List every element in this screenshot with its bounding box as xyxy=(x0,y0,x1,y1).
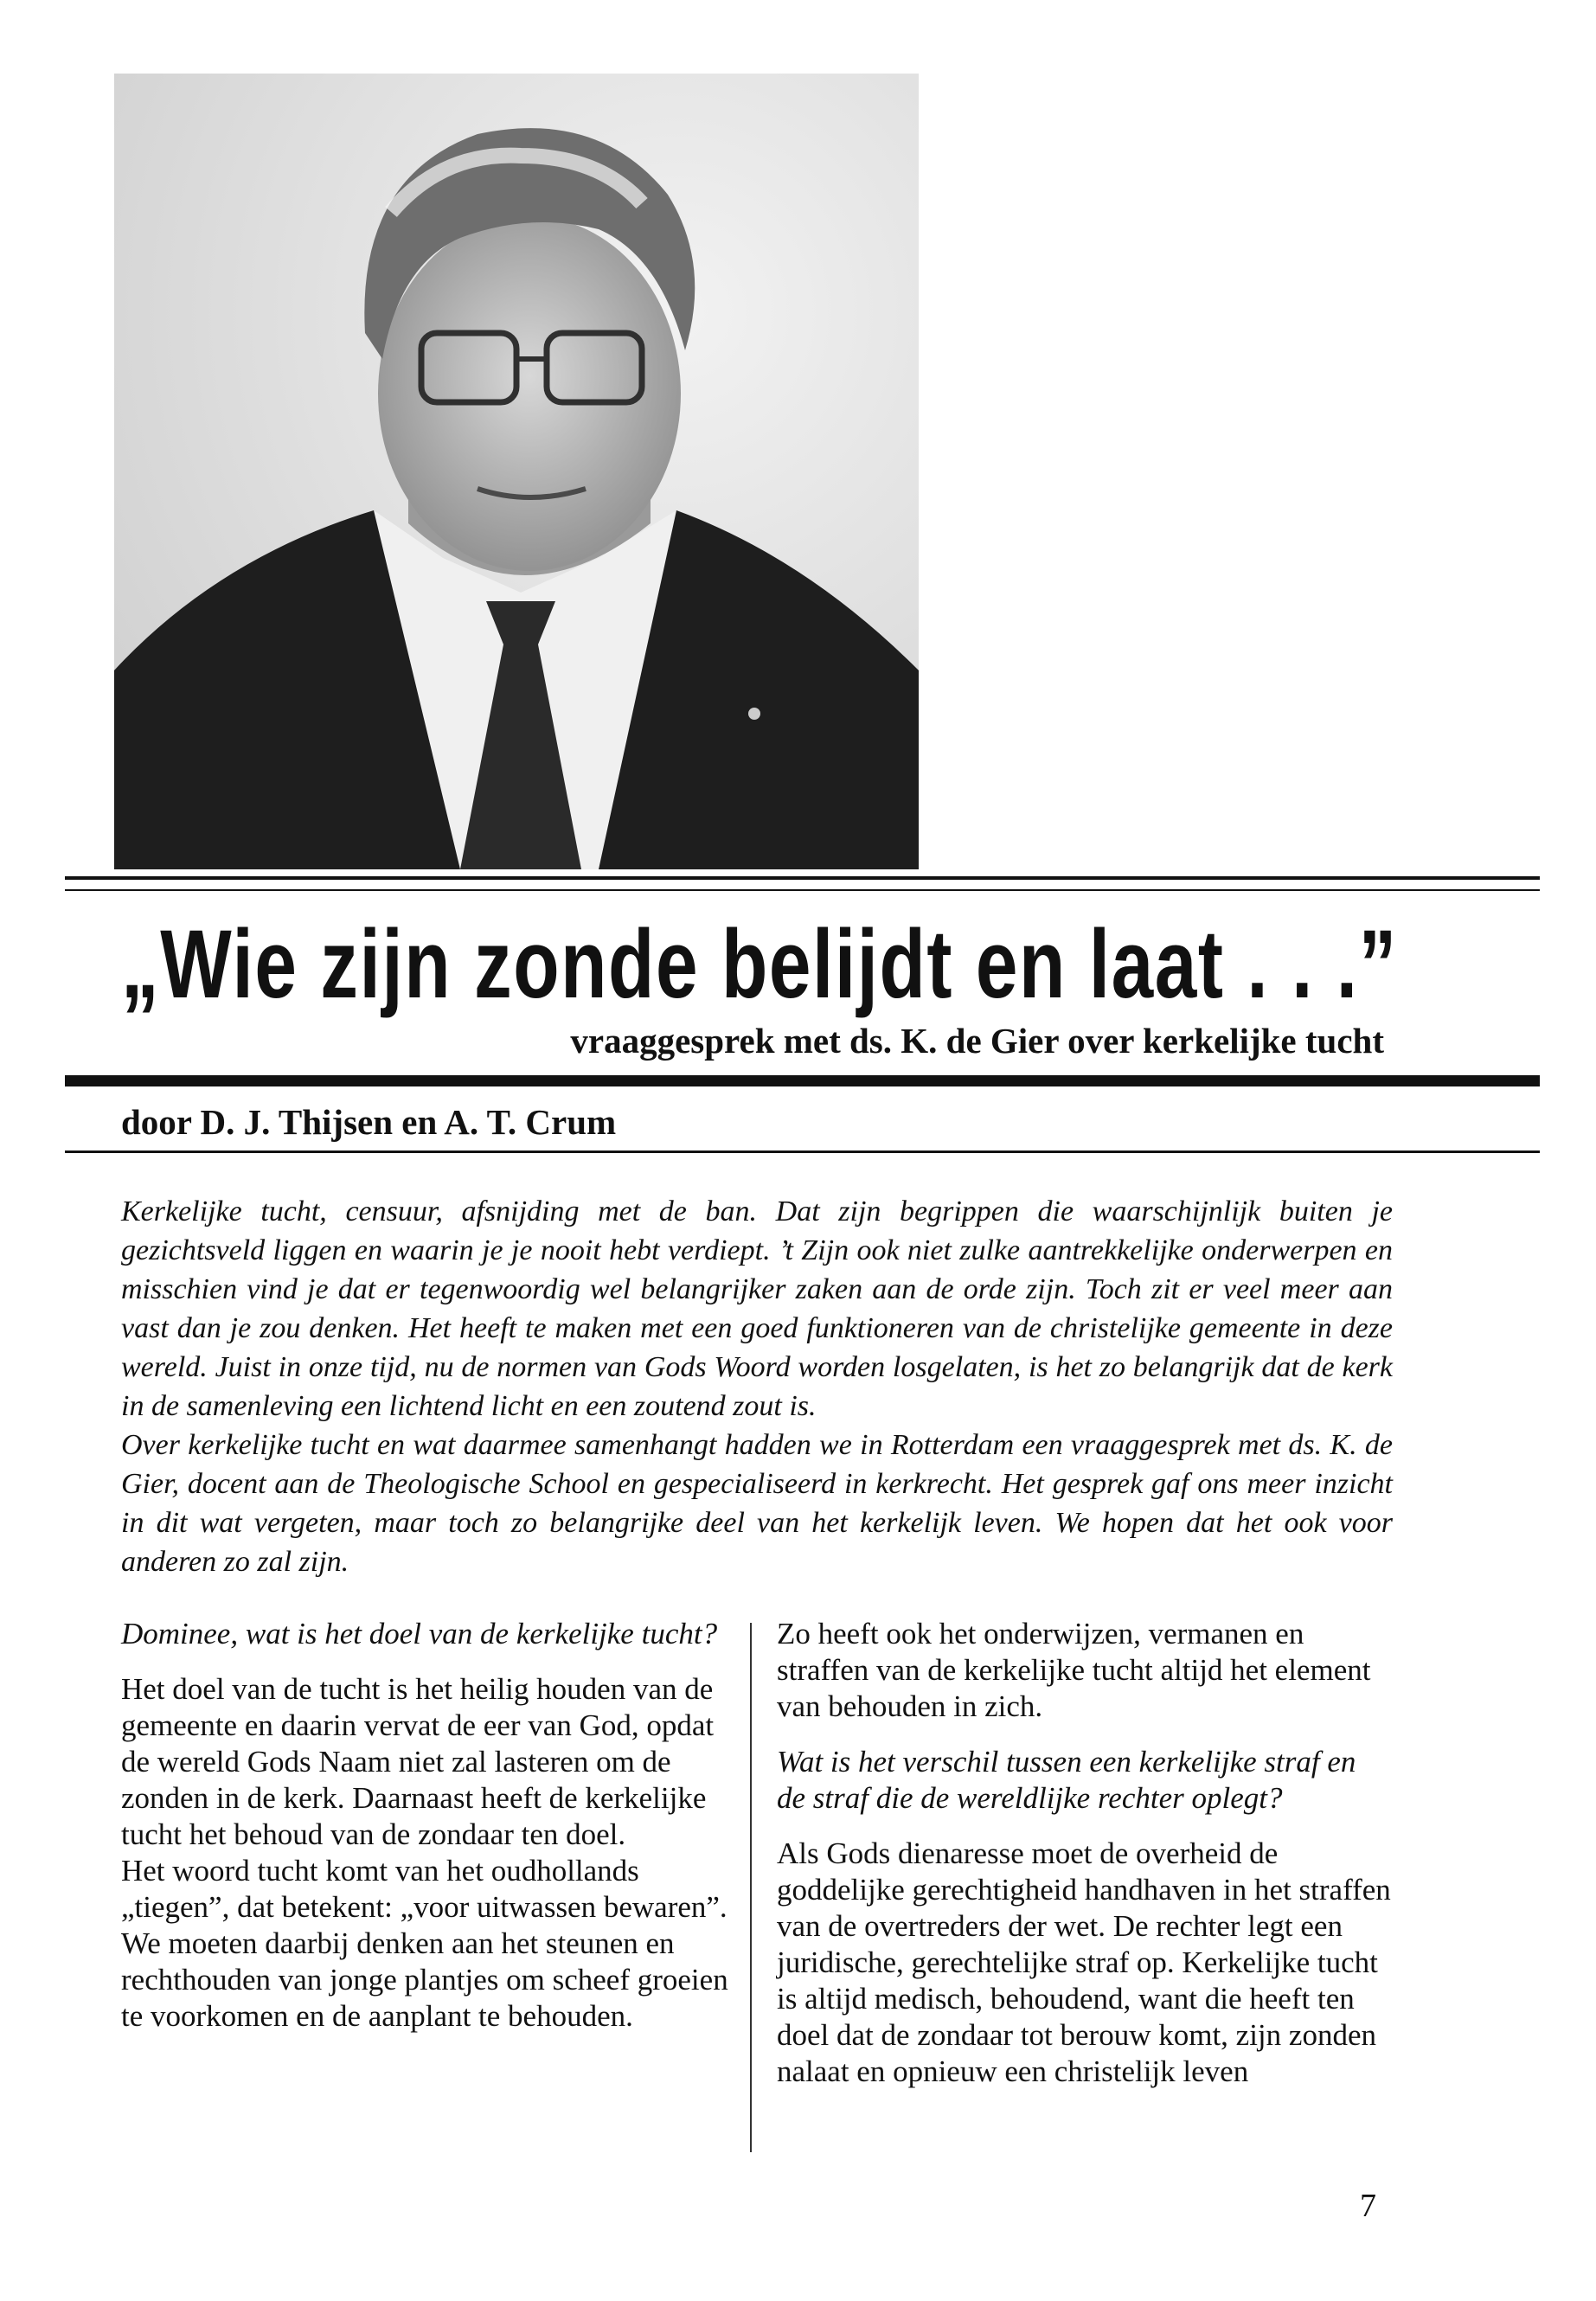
interview-answer: Zo heeft ook het onderwijzen, vermanen en straffen van de kerkelijke tucht altijd het element van behouden in zich. xyxy=(777,1617,1371,1723)
right-column xyxy=(777,1616,1391,2109)
article-byline: door D. J. Thijsen en A. T. Crum xyxy=(121,1102,617,1142)
portrait-photo-icon xyxy=(114,74,919,869)
interview-question: Dominee, wat is het doel van de kerkelijke tucht? xyxy=(121,1617,718,1650)
interview-question: Wat is het verschil tussen een kerkelijke straf en de straf die de wereldlijke rechter oplegt? xyxy=(777,1745,1356,1815)
portrait-photo xyxy=(114,74,919,869)
interview-answer: Het doel van de tucht is het heilig houden van de gemeente en daarin vervat de eer van God, opdat de wereld Gods Naam niet zal lasteren om de zonden in de kerk. Daarnaast heeft de kerkelijke tucht het behoud van de zondaar ten doel. xyxy=(121,1672,715,1851)
left-column xyxy=(121,1616,735,2054)
article-headline: „Wie zijn zonde belijdt en laat . . .” xyxy=(121,910,1398,1018)
intro-rule xyxy=(65,1150,1540,1153)
byline-rule xyxy=(65,1075,1540,1086)
article-subtitle: vraaggesprek met ds. K. de Gier over kerkelijke tucht xyxy=(570,1021,1384,1061)
interview-answer: Als Gods dienaresse moet de overheid de goddelijke gerechtigheid handhaven in het straffen van de overtreders der wet. De rechter legt een juridische, gerechtelijke straf op. Kerkelijke tucht is altijd medisch, behoudend, want die heeft ten doel dat de zondaar tot berouw komt, zijn zonden nalaat en opnieuw een christelijk leven xyxy=(777,1836,1391,2088)
top-rule-thin xyxy=(65,889,1540,891)
interview-answer: Het woord tucht komt van het oudhollands „tiegen”, dat betekent: „voor uitwassen bewaren”. We moeten daarbij denken aan het steunen en rechthouden van jonge plantjes om scheef groeien te voorkomen en de aanplant te behouden. xyxy=(121,1854,728,2033)
article-intro xyxy=(121,1192,1393,1581)
intro-paragraph: Kerkelijke tucht, censuur, afsnijding met de ban. Dat zijn begrippen die waarschijnlijk buiten je gezichtsveld liggen en waarin je je nooit hebt verdiept. ’t Zijn ook niet zulke aantrekkelijke onderwerpen en misschien vind je dat er tegenwoordig wel belangrijker zaken aan de orde zijn. Toch zit er veel meer aan vast dan je zou denken. Het heeft te maken met een goed funktioneren van de christelijke gemeente in deze wereld. Juist in onze tijd, nu de normen van Gods Woord worden losgelaten, is het zo belangrijk dat de kerk in de samenleving een lichtend licht en een zoutend zout is. xyxy=(121,1195,1393,1422)
column-divider xyxy=(750,1623,752,2152)
intro-paragraph: Over kerkelijke tucht en wat daarmee samenhangt hadden we in Rotterdam een vraaggesprek met ds. K. de Gier, docent aan de Theologische School en gespecialiseerd in kerkrecht. Het gesprek gaf ons meer inzicht in dit wat vergeten, maar toch zo belangrijke deel van het kerkelijk leven. We hopen dat het ook voor anderen zo zal zijn. xyxy=(121,1429,1393,1578)
top-rule xyxy=(65,876,1540,880)
page-number: 7 xyxy=(1360,2188,1376,2224)
